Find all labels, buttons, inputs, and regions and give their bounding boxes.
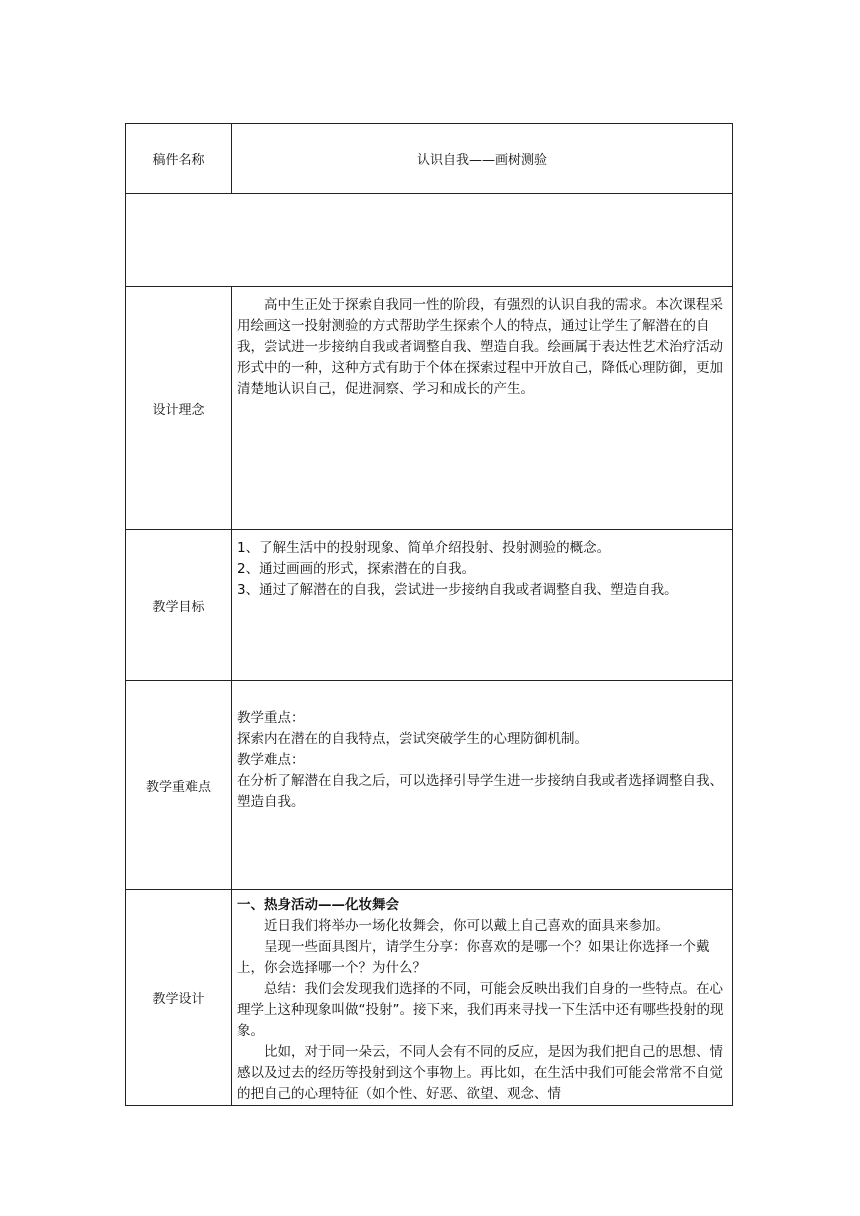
- lesson-plan-table: [125, 123, 733, 1106]
- key-points-heading: 教学重点：: [237, 710, 305, 726]
- design-paragraph-3: 总结：我们会发现我们选择的不同，可能会反映出我们自身的一些特点。在心理学上这种现象叫做“投射”。接下来，我们再来寻找一下生活中还有哪些投射的现象。: [237, 981, 724, 1039]
- label-teaching-goals: 教学目标: [126, 530, 232, 681]
- key-points-text: 探索内在潜在的自我特点，尝试突破学生的心理防御机制。: [237, 731, 588, 747]
- goal-item-3: 3、通过了解潜在的自我，尝试进一步接纳自我或者调整自我、塑造自我。: [237, 582, 678, 598]
- row-title: [126, 124, 733, 194]
- label-manuscript-name: 稿件名称: [126, 124, 232, 194]
- design-paragraph-2: 呈现一些面具图片，请学生分享：你喜欢的是哪一个？如果让你选择一个戴上，你会选择哪一个？为什么？: [237, 939, 710, 976]
- blank-cell: [126, 194, 733, 287]
- row-teaching-design: [126, 890, 733, 1106]
- difficult-points-heading: 教学难点：: [237, 752, 305, 768]
- design-concept-text: 高中生正处于探索自我同一性的阶段，有强烈的认识自我的需求。本次课程采用绘画这一投射测验的方式帮助学生探索个人的特点，通过让学生了解潜在的自我，尝试进一步接纳自我或者调整自我、塑造自我。绘画属于表达性艺术治疗活动形式中的一种，这种方式有助于个体在探索过程中开放自己，降低心理防御，更加清楚地认识自己，促进洞察、学习和成长的产生。: [237, 297, 723, 397]
- label-teaching-design: 教学设计: [126, 890, 232, 1106]
- design-concept-cell: [232, 287, 733, 530]
- row-design-concept: [126, 287, 733, 530]
- design-paragraph-1: 近日我们将举办一场化妆舞会，你可以戴上自己喜欢的面具来参加。: [264, 918, 669, 934]
- design-paragraph-4: 比如，对于同一朵云，不同人会有不同的反应，是因为我们把自己的思想、情感以及过去的经历等投射到这个事物上。再比如，在生活中我们可能会常常不自觉的把自己的心理特征（如个性、好恶、欲望、观念、情: [237, 1044, 723, 1102]
- warmup-heading: 一、热身活动——化妆舞会: [237, 897, 399, 913]
- manuscript-title: 认识自我——画树测验: [232, 124, 733, 194]
- key-difficult-points-cell: [232, 681, 733, 890]
- teaching-design-cell: [232, 890, 733, 1106]
- row-teaching-goals: [126, 530, 733, 681]
- goal-item-2: 2、通过画画的形式，探索潜在的自我。: [237, 561, 476, 577]
- goal-item-1: 1、了解生活中的投射现象、简单介绍投射、投射测验的概念。: [237, 540, 611, 556]
- row-blank: [126, 194, 733, 287]
- difficult-points-text: 在分析了解潜在自我之后，可以选择引导学生进一步接纳自我或者选择调整自我、塑造自我。: [237, 773, 723, 810]
- teaching-goals-cell: [232, 530, 733, 681]
- label-key-difficult-points: 教学重难点: [126, 681, 232, 890]
- label-design-concept: 设计理念: [126, 287, 232, 530]
- row-key-difficult-points: [126, 681, 733, 890]
